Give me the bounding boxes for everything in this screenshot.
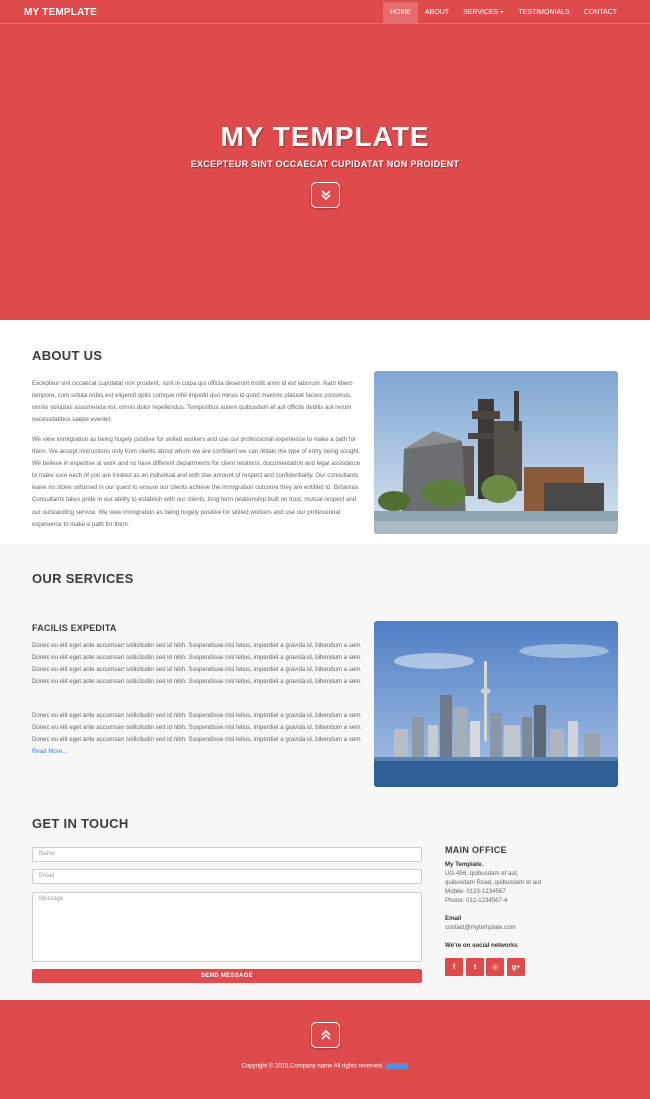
office-address-1: UG-456, quibusdam et aut, [445,870,519,877]
nav-testimonials[interactable]: TESTIMONIALS [518,9,570,16]
message-textarea[interactable]: Message [32,892,422,962]
dribbble-icon: ◎ [491,964,499,971]
contact-title: GET IN TOUCH [32,816,129,831]
hero-section [0,24,650,320]
office-mobile: Mobile: 0123-1234567 [445,888,506,895]
services-paragraph-1: Donec eu elit eget ante accumsan sollicitudin sed id nibh. Suspendisse nisl tellus, imperdiet a gravida id, bibendum a sem. Donec eu elit eget ante accumsan sollicitudin sed id nibh. Suspendisse nisl tellus, imperdiet a gravida id, bibendum a sem. Donec eu elit eget ante accumsan sollicitudin sed id nibh. Suspendisse nisl tellus, imperdiet a gravida id, bibendum a sem. Donec eu elit eget ante accumsan sollicitudin sed id nibh. Suspendisse nisl tellus, imperdiet a gravida id, bibendum a sem. [32,642,362,686]
about-title: ABOUT US [32,348,103,363]
nav-contact[interactable]: CONTACT [583,9,617,16]
twitter-button[interactable] [466,958,484,976]
about-paragraph-1: Excepteur sint occaecat cupidatat non proident, sunt in culpa qui officia deserunt mollit anim id est laborum. Nam libero tempore, cum soluta nobis est eligendi optio cumque nihil impedit quo minus id quod maxime placeat facere possimus, omnis voluptas assumenda est, omnis dolor repellendus. Temporibus autem quibusdam et aut officiis debitis aut rerum necessitatibus saepe eveniet. [32,380,353,424]
main-nav [383,2,624,23]
twitter-icon: t [473,963,477,971]
services-title: OUR SERVICES [32,571,134,586]
navbar [0,0,650,24]
services-image [374,621,618,787]
google-plus-icon: g+ [511,963,521,971]
services-subtitle: FACILIS EXPEDITA [32,623,117,633]
scroll-down-button[interactable] [311,182,340,208]
footer-link-blur[interactable] [386,1063,408,1069]
nav-about[interactable]: ABOUT [424,9,450,16]
caret-down-icon [500,11,504,13]
copyright-text [0,1063,650,1070]
office-company: My Template. [445,861,484,868]
footer [0,1000,650,1099]
copyright-label: Copyright © 2015,Company name All rights reserved. [241,1063,384,1070]
scroll-top-button[interactable] [311,1022,340,1048]
read-more-link[interactable]: Read More... [32,748,68,756]
facebook-button[interactable] [445,958,463,976]
services-paragraph-2 [32,710,364,758]
nav-home[interactable]: HOME [383,2,418,23]
office-phone: Phone: 012-1234567-4 [445,897,508,904]
name-input[interactable]: Name [32,847,422,862]
dribbble-button[interactable] [486,958,504,976]
office-email-label: Email [445,915,462,922]
about-image [374,371,618,534]
services-section [0,544,650,1000]
double-chevron-up-icon [320,1029,332,1041]
about-section [0,320,650,544]
google-plus-button[interactable] [507,958,525,976]
nav-services[interactable] [456,2,511,23]
about-paragraph-2: We view immigration as being hugely positive for skilled workers and use our professional experience to make a path for them. We accept instructions only from clients about whom we are confident we can obtain the type of entry being sought. We believe in expertise at work and so have different departments for client relations, documentation and legal assistance to make sure each of you are treated as an individual and with due amount of respect and confidentiality. Our consultants leave no stone unturned in our quest to ensure our clients achieve the immigration outcome they are entitled to. Britannia Consultants takes pride in our ability to establish with our clients, long term relationship built on trust, mutual respect and our outstanding service. We view immigration as being hugely positive for skilled workers and use our professional experience to make a path for them. [32,436,361,528]
hero-subtitle: EXCEPTEUR SINT OCCAECAT CUPIDATAT NON PROIDENT [190,159,460,169]
brand-logo[interactable]: MY TEMPLATE [24,7,97,18]
office-email-link[interactable]: contact@mytemplate.com [445,924,516,931]
nav-services-label: SERVICES [463,9,499,16]
send-message-button[interactable]: SEND MESSAGE [32,969,422,983]
services-paragraph-2-text: Donec eu elit eget ante accumsan sollicitudin sed id nibh. Suspendisse nisl tellus, imperdiet a gravida id, bibendum a sem. Donec eu elit eget ante accumsan sollicitudin sed id nibh. Suspendisse nisl tellus, imperdiet a gravida id, bibendum a sem. Donec eu elit eget ante accumsan sollicitudin sed id nibh. Suspendisse nisl tellus, imperdiet a gravida id, bibendum a sem. [32,712,362,744]
hero-title: MY TEMPLATE [220,121,430,152]
email-input[interactable]: Email [32,869,422,884]
double-chevron-down-icon [320,189,332,201]
facebook-icon: f [452,963,456,971]
office-address-2: quibusdam Road, quibusdam et aut [445,879,542,886]
social-label: We're on social networks [445,942,518,949]
office-title: MAIN OFFICE [445,845,507,855]
